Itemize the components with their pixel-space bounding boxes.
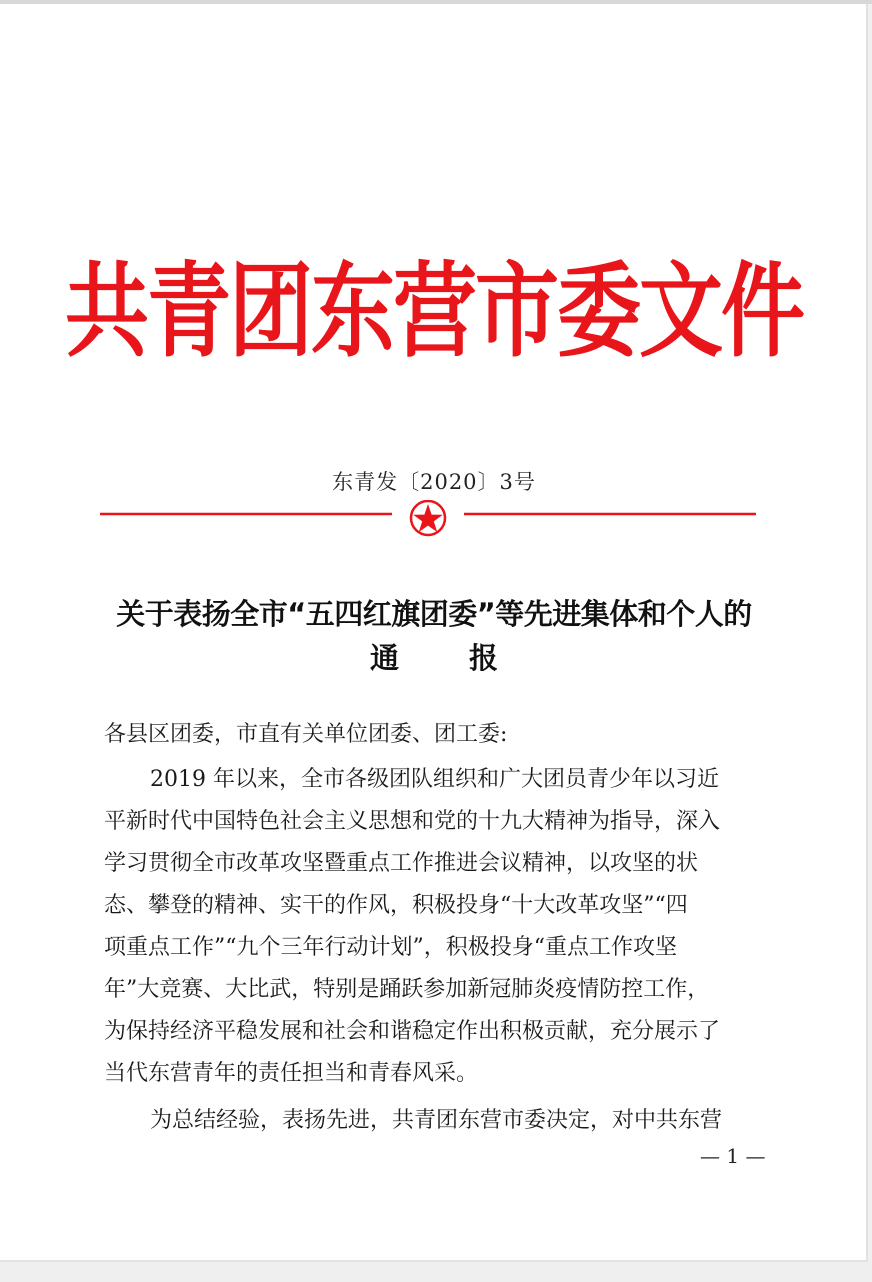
- page-number: — 1 —: [700, 1144, 766, 1168]
- paragraph1-line: 2019 年以来，全市各级团队组织和广大团员青少年以习近: [150, 767, 719, 792]
- document-page: [0, 4, 868, 1262]
- paragraph1-line: 学习贯彻全市改革攻坚暨重点工作推进会议精神，以攻坚的状: [104, 851, 699, 876]
- paragraph1-line: 态、攀登的精神、实干的作风，积极投身“十大改革攻坚”“四: [104, 893, 688, 918]
- salutation: 各县区团委，市直有关单位团委、团工委:: [104, 722, 508, 747]
- paragraph2-line: 为总结经验，表扬先进，共青团东营市委决定，对中共东营: [150, 1108, 723, 1133]
- paragraph1-line: 为保持经济平稳发展和社会和谐稳定作出积极贡献，充分展示了: [104, 1019, 721, 1044]
- paragraph1-line: 年”大竞赛、大比武，特别是踊跃参加新冠肺炎疫情防控工作，: [104, 977, 710, 1002]
- title-char-tong: 通: [369, 641, 399, 675]
- notice-title-line1: 关于表扬全市“五四红旗团委”等先进集体和个人的: [116, 597, 752, 631]
- red-star-icon: [411, 501, 445, 535]
- bottom-edge: [0, 1262, 872, 1282]
- red-divider: [100, 500, 756, 540]
- paragraph1-line: 项重点工作”“九个三年行动计划”，积极投身“重点工作攻坚: [104, 935, 677, 960]
- paragraph1-line: 当代东营青年的责任担当和青春风采。: [104, 1061, 479, 1086]
- paragraph1-line: 平新时代中国特色社会主义思想和党的十九大精神为指导，深入: [104, 809, 721, 834]
- title-char-bao: 报: [469, 641, 499, 675]
- document-number: 东青发〔2020〕3号: [332, 470, 536, 494]
- masthead-title: 共青团东营市委文件: [64, 251, 803, 371]
- notice-title-line2: [60, 636, 808, 677]
